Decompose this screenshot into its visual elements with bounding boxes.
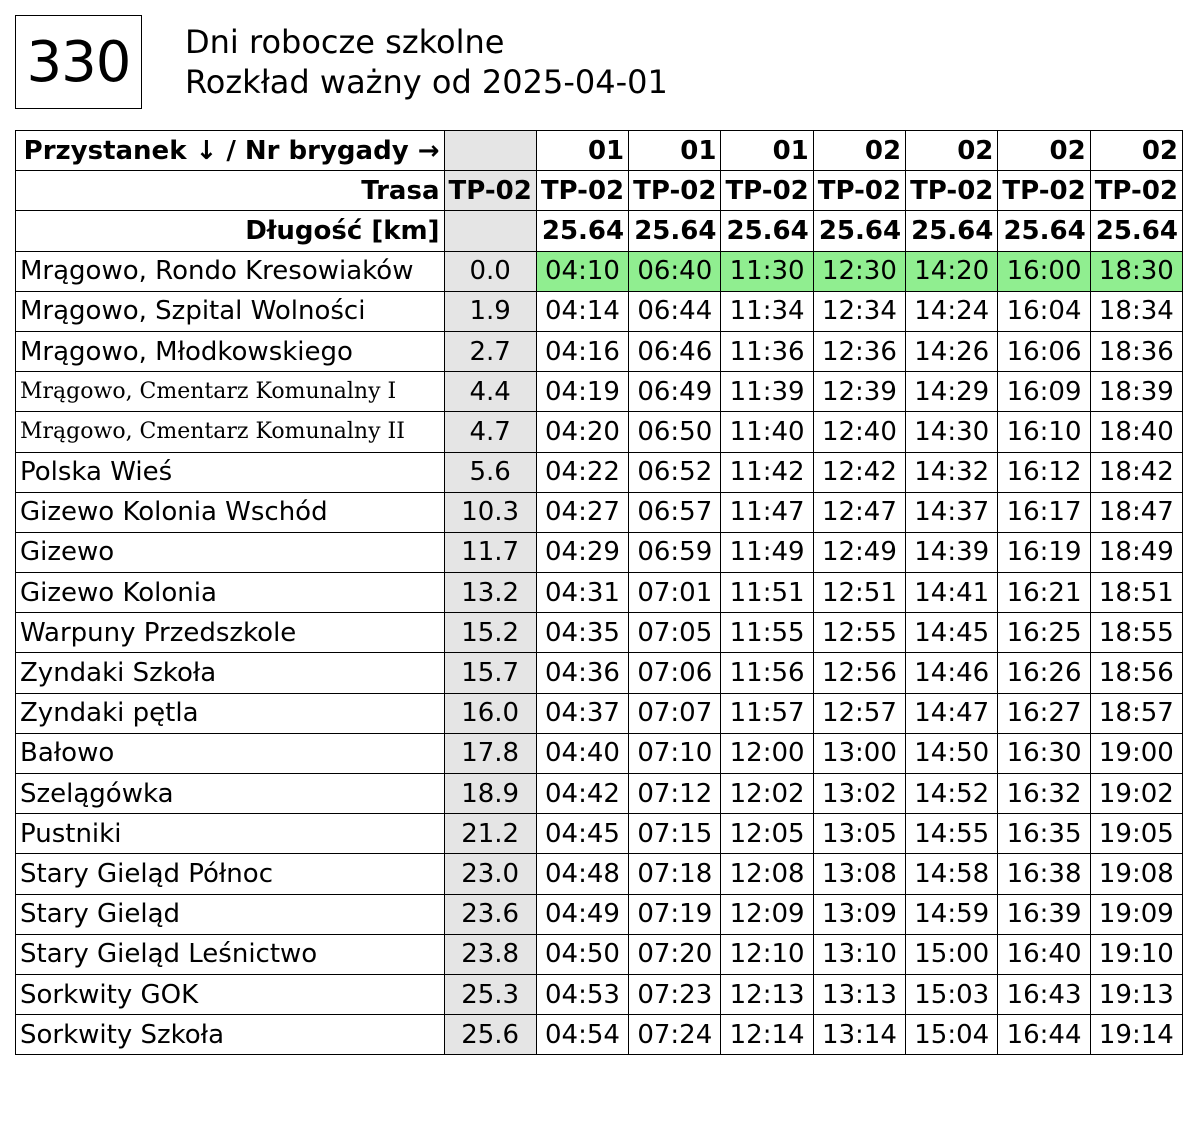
departure-time: 16:43 bbox=[998, 974, 1090, 1014]
route-code: TP-02 bbox=[444, 171, 536, 211]
departure-time: 14:32 bbox=[906, 452, 998, 492]
route-code: TP-02 bbox=[629, 171, 721, 211]
brigade-label: Przystanek ↓ / Nr brygady → bbox=[16, 131, 445, 171]
departure-time: 16:04 bbox=[998, 291, 1090, 331]
departure-time: 16:44 bbox=[998, 1015, 1090, 1055]
stop-row bbox=[16, 291, 1183, 331]
stop-row bbox=[16, 573, 1183, 613]
departure-time: 04:16 bbox=[536, 331, 628, 371]
departure-time: 12:40 bbox=[813, 412, 905, 452]
route-length: 25.64 bbox=[721, 211, 813, 251]
departure-time: 11:34 bbox=[721, 291, 813, 331]
departure-time: 12:55 bbox=[813, 613, 905, 653]
brigade-number: 01 bbox=[536, 131, 628, 171]
departure-time: 06:52 bbox=[629, 452, 721, 492]
stop-km: 4.7 bbox=[444, 412, 536, 452]
stop-km: 23.6 bbox=[444, 894, 536, 934]
departure-time: 12:10 bbox=[721, 934, 813, 974]
stop-row bbox=[16, 1015, 1183, 1055]
departure-time: 16:19 bbox=[998, 532, 1090, 572]
stop-row bbox=[16, 331, 1183, 371]
stop-row bbox=[16, 814, 1183, 854]
departure-time: 07:10 bbox=[629, 733, 721, 773]
departure-time: 04:22 bbox=[536, 452, 628, 492]
departure-time: 07:15 bbox=[629, 814, 721, 854]
stop-name: Sorkwity Szkoła bbox=[16, 1015, 445, 1055]
departure-time: 07:05 bbox=[629, 613, 721, 653]
departure-time: 11:47 bbox=[721, 492, 813, 532]
departure-time: 11:42 bbox=[721, 452, 813, 492]
brigade-number: 01 bbox=[629, 131, 721, 171]
departure-time: 06:57 bbox=[629, 492, 721, 532]
stop-name: Mrągowo, Młodkowskiego bbox=[16, 331, 445, 371]
departure-time: 14:58 bbox=[906, 854, 998, 894]
departure-time: 14:50 bbox=[906, 733, 998, 773]
stop-row bbox=[16, 492, 1183, 532]
stop-km: 15.7 bbox=[444, 653, 536, 693]
departure-time: 14:45 bbox=[906, 613, 998, 653]
departure-time: 12:30 bbox=[813, 251, 905, 291]
stop-row bbox=[16, 412, 1183, 452]
stop-row bbox=[16, 653, 1183, 693]
departure-time: 16:09 bbox=[998, 372, 1090, 412]
departure-time: 15:00 bbox=[906, 934, 998, 974]
route-code: TP-02 bbox=[813, 171, 905, 211]
stop-name: Polska Wieś bbox=[16, 452, 445, 492]
departure-time: 07:23 bbox=[629, 974, 721, 1014]
departure-time: 04:29 bbox=[536, 532, 628, 572]
length-km-blank bbox=[444, 211, 536, 251]
departure-time: 12:14 bbox=[721, 1015, 813, 1055]
departure-time: 12:02 bbox=[721, 774, 813, 814]
stop-km: 0.0 bbox=[444, 251, 536, 291]
departure-time: 04:53 bbox=[536, 974, 628, 1014]
departure-time: 16:00 bbox=[998, 251, 1090, 291]
stop-km: 1.9 bbox=[444, 291, 536, 331]
departure-time: 18:47 bbox=[1090, 492, 1182, 532]
departure-time: 13:14 bbox=[813, 1015, 905, 1055]
route-row bbox=[16, 171, 1183, 211]
stop-row bbox=[16, 733, 1183, 773]
departure-time: 18:55 bbox=[1090, 613, 1182, 653]
stop-row bbox=[16, 372, 1183, 412]
departure-time: 13:10 bbox=[813, 934, 905, 974]
departure-time: 06:50 bbox=[629, 412, 721, 452]
departure-time: 12:39 bbox=[813, 372, 905, 412]
departure-time: 16:12 bbox=[998, 452, 1090, 492]
departure-time: 14:37 bbox=[906, 492, 998, 532]
departure-time: 19:09 bbox=[1090, 894, 1182, 934]
stop-row bbox=[16, 894, 1183, 934]
stop-km: 5.6 bbox=[444, 452, 536, 492]
stop-name: Bałowo bbox=[16, 733, 445, 773]
stop-name: Pustniki bbox=[16, 814, 445, 854]
route-length: 25.64 bbox=[906, 211, 998, 251]
stop-row bbox=[16, 774, 1183, 814]
departure-time: 12:00 bbox=[721, 733, 813, 773]
departure-time: 15:03 bbox=[906, 974, 998, 1014]
departure-time: 19:14 bbox=[1090, 1015, 1182, 1055]
stop-km: 25.6 bbox=[444, 1015, 536, 1055]
departure-time: 13:08 bbox=[813, 854, 905, 894]
route-length: 25.64 bbox=[1090, 211, 1182, 251]
length-row bbox=[16, 211, 1183, 251]
departure-time: 04:10 bbox=[536, 251, 628, 291]
departure-time: 13:00 bbox=[813, 733, 905, 773]
stop-name: Szelągówka bbox=[16, 774, 445, 814]
departure-time: 18:40 bbox=[1090, 412, 1182, 452]
departure-time: 07:18 bbox=[629, 854, 721, 894]
departure-time: 07:06 bbox=[629, 653, 721, 693]
route-code: TP-02 bbox=[998, 171, 1090, 211]
departure-time: 12:49 bbox=[813, 532, 905, 572]
departure-time: 19:02 bbox=[1090, 774, 1182, 814]
departure-time: 16:26 bbox=[998, 653, 1090, 693]
departure-time: 16:35 bbox=[998, 814, 1090, 854]
stop-name: Mrągowo, Szpital Wolności bbox=[16, 291, 445, 331]
departure-time: 11:57 bbox=[721, 693, 813, 733]
departure-time: 18:56 bbox=[1090, 653, 1182, 693]
departure-time: 07:12 bbox=[629, 774, 721, 814]
departure-time: 04:19 bbox=[536, 372, 628, 412]
stop-row bbox=[16, 613, 1183, 653]
timetable bbox=[15, 130, 1183, 1055]
departure-time: 12:13 bbox=[721, 974, 813, 1014]
departure-time: 14:46 bbox=[906, 653, 998, 693]
brigade-row bbox=[16, 131, 1183, 171]
departure-time: 16:10 bbox=[998, 412, 1090, 452]
departure-time: 04:49 bbox=[536, 894, 628, 934]
stop-row bbox=[16, 452, 1183, 492]
departure-time: 19:08 bbox=[1090, 854, 1182, 894]
departure-time: 04:31 bbox=[536, 573, 628, 613]
brigade-number: 02 bbox=[906, 131, 998, 171]
departure-time: 12:08 bbox=[721, 854, 813, 894]
route-code: TP-02 bbox=[536, 171, 628, 211]
departure-time: 18:57 bbox=[1090, 693, 1182, 733]
departure-time: 16:25 bbox=[998, 613, 1090, 653]
stop-name: Stary Gieląd Północ bbox=[16, 854, 445, 894]
departure-time: 14:52 bbox=[906, 774, 998, 814]
stop-name: Zyndaki pętla bbox=[16, 693, 445, 733]
departure-time: 13:05 bbox=[813, 814, 905, 854]
departure-time: 14:29 bbox=[906, 372, 998, 412]
departure-time: 14:39 bbox=[906, 532, 998, 572]
departure-time: 07:20 bbox=[629, 934, 721, 974]
departure-time: 04:37 bbox=[536, 693, 628, 733]
stop-km: 25.3 bbox=[444, 974, 536, 1014]
departure-time: 16:38 bbox=[998, 854, 1090, 894]
stop-row bbox=[16, 251, 1183, 291]
departure-time: 13:02 bbox=[813, 774, 905, 814]
departure-time: 12:34 bbox=[813, 291, 905, 331]
stop-name: Stary Gieląd Leśnictwo bbox=[16, 934, 445, 974]
departure-time: 18:36 bbox=[1090, 331, 1182, 371]
stop-name: Gizewo Kolonia Wschód bbox=[16, 492, 445, 532]
validity-date: Rozkład ważny od 2025-04-01 bbox=[185, 63, 668, 101]
stop-name: Gizewo bbox=[16, 532, 445, 572]
departure-time: 19:05 bbox=[1090, 814, 1182, 854]
route-label: Trasa bbox=[16, 171, 445, 211]
departure-time: 11:55 bbox=[721, 613, 813, 653]
departure-time: 12:36 bbox=[813, 331, 905, 371]
route-length: 25.64 bbox=[813, 211, 905, 251]
departure-time: 12:51 bbox=[813, 573, 905, 613]
stop-km: 4.4 bbox=[444, 372, 536, 412]
departure-time: 11:51 bbox=[721, 573, 813, 613]
line-number: 330 bbox=[26, 29, 131, 95]
stop-name: Stary Gieląd bbox=[16, 894, 445, 934]
departure-time: 16:17 bbox=[998, 492, 1090, 532]
stop-row bbox=[16, 532, 1183, 572]
length-label: Długość [km] bbox=[16, 211, 445, 251]
departure-time: 18:42 bbox=[1090, 452, 1182, 492]
departure-time: 18:39 bbox=[1090, 372, 1182, 412]
stop-row bbox=[16, 934, 1183, 974]
departure-time: 07:24 bbox=[629, 1015, 721, 1055]
departure-time: 04:50 bbox=[536, 934, 628, 974]
departure-time: 04:27 bbox=[536, 492, 628, 532]
stop-km: 17.8 bbox=[444, 733, 536, 773]
stop-name: Zyndaki Szkoła bbox=[16, 653, 445, 693]
departure-time: 18:49 bbox=[1090, 532, 1182, 572]
departure-time: 12:05 bbox=[721, 814, 813, 854]
route-code: TP-02 bbox=[721, 171, 813, 211]
timetable-title bbox=[185, 22, 668, 102]
departure-time: 06:46 bbox=[629, 331, 721, 371]
departure-time: 06:49 bbox=[629, 372, 721, 412]
departure-time: 16:06 bbox=[998, 331, 1090, 371]
stop-row bbox=[16, 693, 1183, 733]
stop-row bbox=[16, 854, 1183, 894]
departure-time: 15:04 bbox=[906, 1015, 998, 1055]
route-length: 25.64 bbox=[629, 211, 721, 251]
departure-time: 16:21 bbox=[998, 573, 1090, 613]
departure-time: 04:48 bbox=[536, 854, 628, 894]
departure-time: 12:56 bbox=[813, 653, 905, 693]
departure-time: 16:30 bbox=[998, 733, 1090, 773]
departure-time: 14:26 bbox=[906, 331, 998, 371]
stop-km: 15.2 bbox=[444, 613, 536, 653]
stop-km: 2.7 bbox=[444, 331, 536, 371]
departure-time: 04:35 bbox=[536, 613, 628, 653]
departure-time: 06:40 bbox=[629, 251, 721, 291]
departure-time: 04:20 bbox=[536, 412, 628, 452]
departure-time: 04:40 bbox=[536, 733, 628, 773]
departure-time: 14:24 bbox=[906, 291, 998, 331]
stop-name: Gizewo Kolonia bbox=[16, 573, 445, 613]
departure-time: 16:27 bbox=[998, 693, 1090, 733]
stop-km: 13.2 bbox=[444, 573, 536, 613]
stop-name: Mrągowo, Cmentarz Komunalny I bbox=[16, 372, 445, 412]
departure-time: 04:36 bbox=[536, 653, 628, 693]
stop-name: Mrągowo, Cmentarz Komunalny II bbox=[16, 412, 445, 452]
stop-km: 16.0 bbox=[444, 693, 536, 733]
stop-km: 11.7 bbox=[444, 532, 536, 572]
stop-name: Mrągowo, Rondo Kresowiaków bbox=[16, 251, 445, 291]
departure-time: 13:13 bbox=[813, 974, 905, 1014]
departure-time: 16:32 bbox=[998, 774, 1090, 814]
departure-time: 18:51 bbox=[1090, 573, 1182, 613]
stop-name: Warpuny Przedszkole bbox=[16, 613, 445, 653]
departure-time: 04:42 bbox=[536, 774, 628, 814]
departure-time: 11:56 bbox=[721, 653, 813, 693]
departure-time: 16:39 bbox=[998, 894, 1090, 934]
departure-time: 11:30 bbox=[721, 251, 813, 291]
departure-time: 19:00 bbox=[1090, 733, 1182, 773]
departure-time: 14:30 bbox=[906, 412, 998, 452]
departure-time: 16:40 bbox=[998, 934, 1090, 974]
stop-km: 23.0 bbox=[444, 854, 536, 894]
route-length: 25.64 bbox=[998, 211, 1090, 251]
departure-time: 06:59 bbox=[629, 532, 721, 572]
departure-time: 07:01 bbox=[629, 573, 721, 613]
stop-row bbox=[16, 974, 1183, 1014]
departure-time: 07:07 bbox=[629, 693, 721, 733]
departure-time: 19:10 bbox=[1090, 934, 1182, 974]
departure-time: 11:36 bbox=[721, 331, 813, 371]
departure-time: 04:54 bbox=[536, 1015, 628, 1055]
stop-name: Sorkwity GOK bbox=[16, 974, 445, 1014]
line-number-box bbox=[15, 15, 142, 109]
stop-km: 10.3 bbox=[444, 492, 536, 532]
departure-time: 12:57 bbox=[813, 693, 905, 733]
departure-time: 11:39 bbox=[721, 372, 813, 412]
departure-time: 12:42 bbox=[813, 452, 905, 492]
departure-time: 12:09 bbox=[721, 894, 813, 934]
brigade-number: 02 bbox=[998, 131, 1090, 171]
departure-time: 12:47 bbox=[813, 492, 905, 532]
departure-time: 14:55 bbox=[906, 814, 998, 854]
brigade-km-blank bbox=[444, 131, 536, 171]
departure-time: 19:13 bbox=[1090, 974, 1182, 1014]
brigade-number: 02 bbox=[1090, 131, 1182, 171]
departure-time: 14:20 bbox=[906, 251, 998, 291]
departure-time: 13:09 bbox=[813, 894, 905, 934]
route-length: 25.64 bbox=[536, 211, 628, 251]
departure-time: 14:47 bbox=[906, 693, 998, 733]
departure-time: 18:30 bbox=[1090, 251, 1182, 291]
route-code: TP-02 bbox=[1090, 171, 1182, 211]
departure-time: 04:14 bbox=[536, 291, 628, 331]
brigade-number: 01 bbox=[721, 131, 813, 171]
departure-time: 18:34 bbox=[1090, 291, 1182, 331]
departure-time: 14:59 bbox=[906, 894, 998, 934]
departure-time: 14:41 bbox=[906, 573, 998, 613]
route-code: TP-02 bbox=[906, 171, 998, 211]
departure-time: 06:44 bbox=[629, 291, 721, 331]
departure-time: 04:45 bbox=[536, 814, 628, 854]
stop-km: 18.9 bbox=[444, 774, 536, 814]
departure-time: 07:19 bbox=[629, 894, 721, 934]
departure-time: 11:40 bbox=[721, 412, 813, 452]
brigade-number: 02 bbox=[813, 131, 905, 171]
departure-time: 11:49 bbox=[721, 532, 813, 572]
stop-km: 23.8 bbox=[444, 934, 536, 974]
stop-km: 21.2 bbox=[444, 814, 536, 854]
day-type: Dni robocze szkolne bbox=[185, 23, 505, 61]
